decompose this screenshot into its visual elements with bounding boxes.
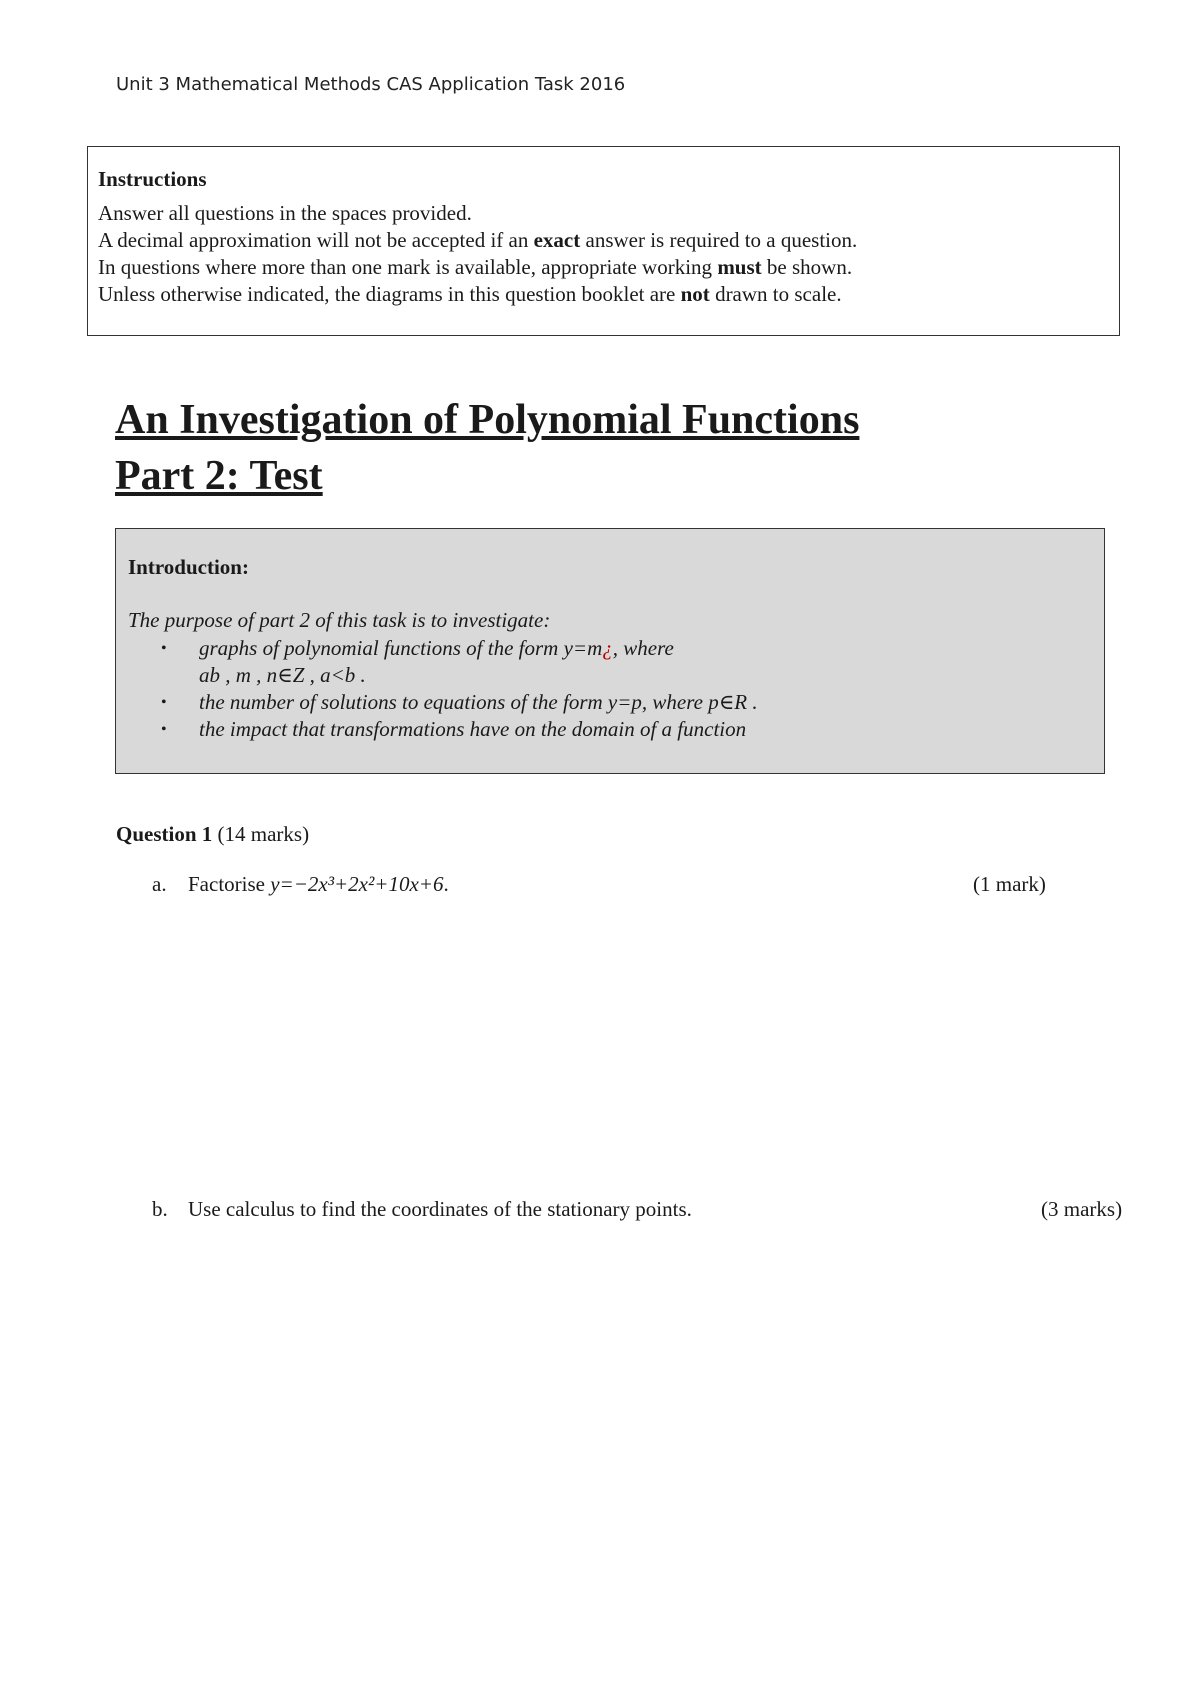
- introduction-list: [128, 635, 1092, 743]
- bullet-icon: •: [161, 694, 167, 711]
- question-1-heading: [116, 822, 309, 847]
- introduction-box: [115, 528, 1105, 774]
- introduction-title: Introduction:: [128, 555, 249, 579]
- introduction-bullet-3: • the impact that transformations have on the domain of a function: [161, 717, 747, 741]
- instructions-box: [87, 146, 1120, 336]
- question-1b: b. Use calculus to find the coordinates of the stationary points.: [152, 1197, 692, 1221]
- title-line-1: An Investigation of Polynomial Functions: [115, 397, 860, 443]
- bullet-icon: •: [161, 721, 167, 738]
- introduction-bullet-1: • graphs of polynomial functions of the form y=m¿, where ab , m , n∈Z , a<b .: [161, 636, 674, 687]
- introduction-bullet-2: • the number of solutions to equations of the form y=p, where p∈R .: [161, 690, 758, 714]
- question-1a-equation: y=−2x³+2x²+10x+6: [270, 872, 444, 896]
- introduction-purpose: The purpose of part 2 of this task is to investigate:: [128, 608, 551, 632]
- question-1a-letter: a.: [152, 872, 167, 896]
- title-line-2: Part 2: Test: [115, 453, 323, 499]
- instruction-line-3: In questions where more than one mark is available, appropriate working must be shown.: [98, 255, 853, 279]
- question-1-label: Question 1: [116, 822, 213, 846]
- question-1-marks: (14 marks): [217, 822, 310, 846]
- instructions-title: Instructions: [98, 167, 207, 191]
- page-title: [115, 392, 859, 504]
- page-header: Unit 3 Mathematical Methods CAS Application Task 2016: [116, 74, 626, 95]
- instruction-line-2: A decimal approximation will not be accepted if an exact answer is required to a question.: [98, 228, 858, 252]
- bullet-icon: •: [161, 640, 167, 657]
- question-1b-letter: b.: [152, 1197, 168, 1221]
- question-1b-marks: (3 marks): [1041, 1197, 1123, 1221]
- question-1a: a. Factorise y=−2x³+2x²+10x+6.: [152, 872, 449, 896]
- instruction-line-4: Unless otherwise indicated, the diagrams in this question booklet are not drawn to scale.: [98, 282, 842, 306]
- question-1a-marks: (1 mark): [973, 872, 1046, 896]
- instruction-line-1: Answer all questions in the spaces provided.: [98, 201, 472, 225]
